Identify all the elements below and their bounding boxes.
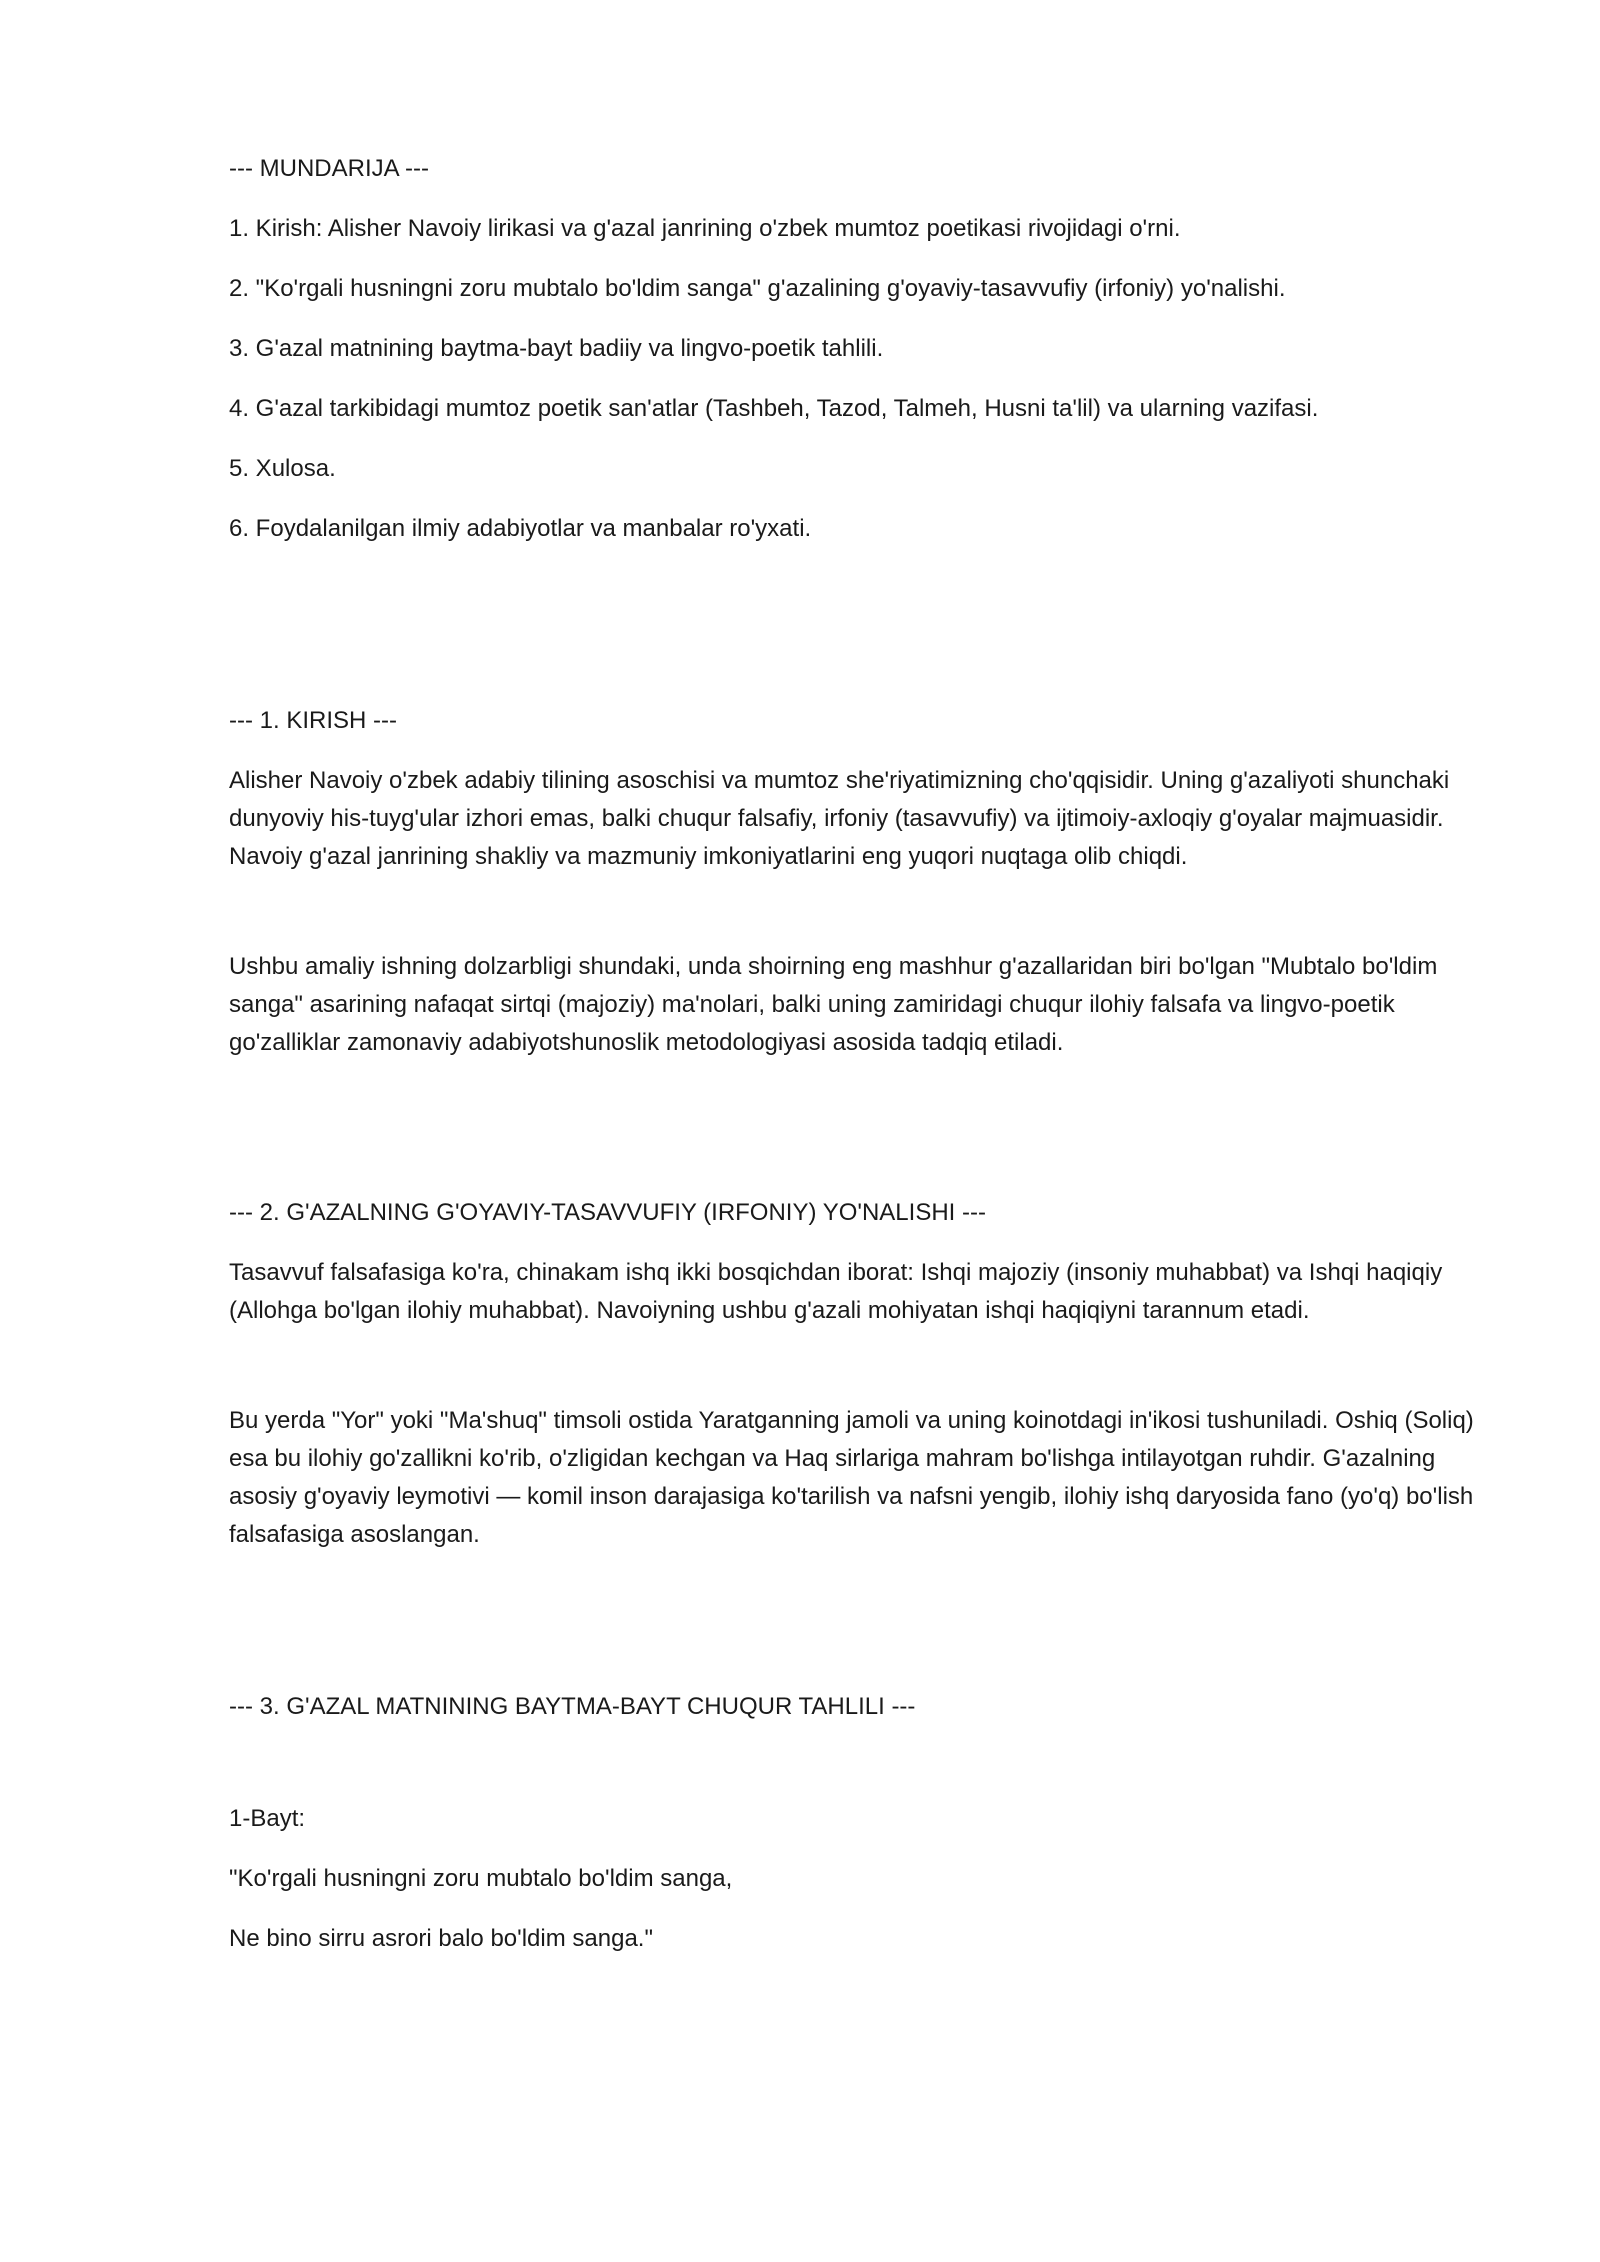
toc-item-4: 4. G'azal tarkibidagi mumtoz poetik san'atlar (Tashbeh, Tazod, Talmeh, Husni ta'lil) va ularning vazifasi.	[229, 395, 1319, 422]
document-page	[229, 150, 1489, 1958]
section-2-heading: --- 2. G'AZALNING G'OYAVIY-TASAVVUFIY (IRFONIY) YO'NALISHI ---	[229, 1199, 986, 1226]
bayt-1-line-1: "Ko'rgali husningni zoru mubtalo bo'ldim sanga,	[229, 1865, 733, 1892]
toc-item-5: 5. Xulosa.	[229, 455, 336, 482]
toc-item-3: 3. G'azal matnining baytma-bayt badiiy va lingvo-poetik tahlili.	[229, 335, 884, 362]
section-1-paragraph-1: Alisher Navoiy o'zbek adabiy tilining asoschisi va mumtoz she'riyatimizning cho'qqisidir. Uning g'azaliyoti shunchaki dunyoviy his-tuyg'ular izhori emas, balki chuqur falsafiy, irfoniy (tasavvufiy) va ijtimoiy-axloqiy g'oyalar majmuasidir. Navoiy g'azal janrining shakliy va mazmuniy imkoniyatlarini eng yuqori nuqtaga olib chiqdi.	[229, 767, 1450, 870]
bayt-1-label: 1-Bayt:	[229, 1805, 306, 1832]
section-2-paragraph-2: Bu yerda "Yor" yoki "Ma'shuq" timsoli ostida Yaratganning jamoli va uning koinotdagi in'ikosi tushuniladi. Oshiq (Soliq) esa bu ilohiy go'zallikni ko'rib, o'zligidan kechgan va Haq sirlariga mahram bo'lishga intilayotgan ruhdir. G'azalning asosiy g'oyaviy leymotivi — komil inson darajasiga ko'tarilish va nafsni yengib, ilohiy ishq daryosida fano (yo'q) bo'lish falsafasiga asoslangan.	[229, 1407, 1474, 1548]
section-3-heading: --- 3. G'AZAL MATNINING BAYTMA-BAYT CHUQUR TAHLILI ---	[229, 1693, 916, 1720]
bayt-1-line-2: Ne bino sirru asrori balo bo'ldim sanga."	[229, 1925, 653, 1952]
toc-heading: --- MUNDARIJA ---	[229, 155, 429, 182]
section-1-heading: --- 1. KIRISH ---	[229, 707, 397, 734]
section-2-paragraph-1: Tasavvuf falsafasiga ko'ra, chinakam ishq ikki bosqichdan iborat: Ishqi majoziy (insoniy muhabbat) va Ishqi haqiqiy (Allohga bo'lgan ilohiy muhabbat). Navoiyning ushbu g'azali mohiyatan ishqi haqiqiyni tarannum etadi.	[229, 1259, 1443, 1324]
toc-item-1: 1. Kirish: Alisher Navoiy lirikasi va g'azal janrining o'zbek mumtoz poetikasi rivojidagi o'rni.	[229, 215, 1181, 242]
section-1-paragraph-2: Ushbu amaliy ishning dolzarbligi shundaki, unda shoirning eng mashhur g'azallaridan biri bo'lgan "Mubtalo bo'ldim sanga" asarining nafaqat sirtqi (majoziy) ma'nolari, balki uning zamiridagi chuqur ilohiy falsafa va lingvo-poetik go'zalliklar zamonaviy adabiyotshunoslik metodologiyasi asosida tadqiq etiladi.	[229, 953, 1438, 1056]
toc-list	[229, 210, 1489, 548]
toc-item-6: 6. Foydalanilgan ilmiy adabiyotlar va manbalar ro'yxati.	[229, 515, 812, 542]
toc-item-2: 2. "Ko'rgali husningni zoru mubtalo bo'ldim sanga" g'azalining g'oyaviy-tasavvufiy (irfoniy) yo'nalishi.	[229, 275, 1286, 302]
